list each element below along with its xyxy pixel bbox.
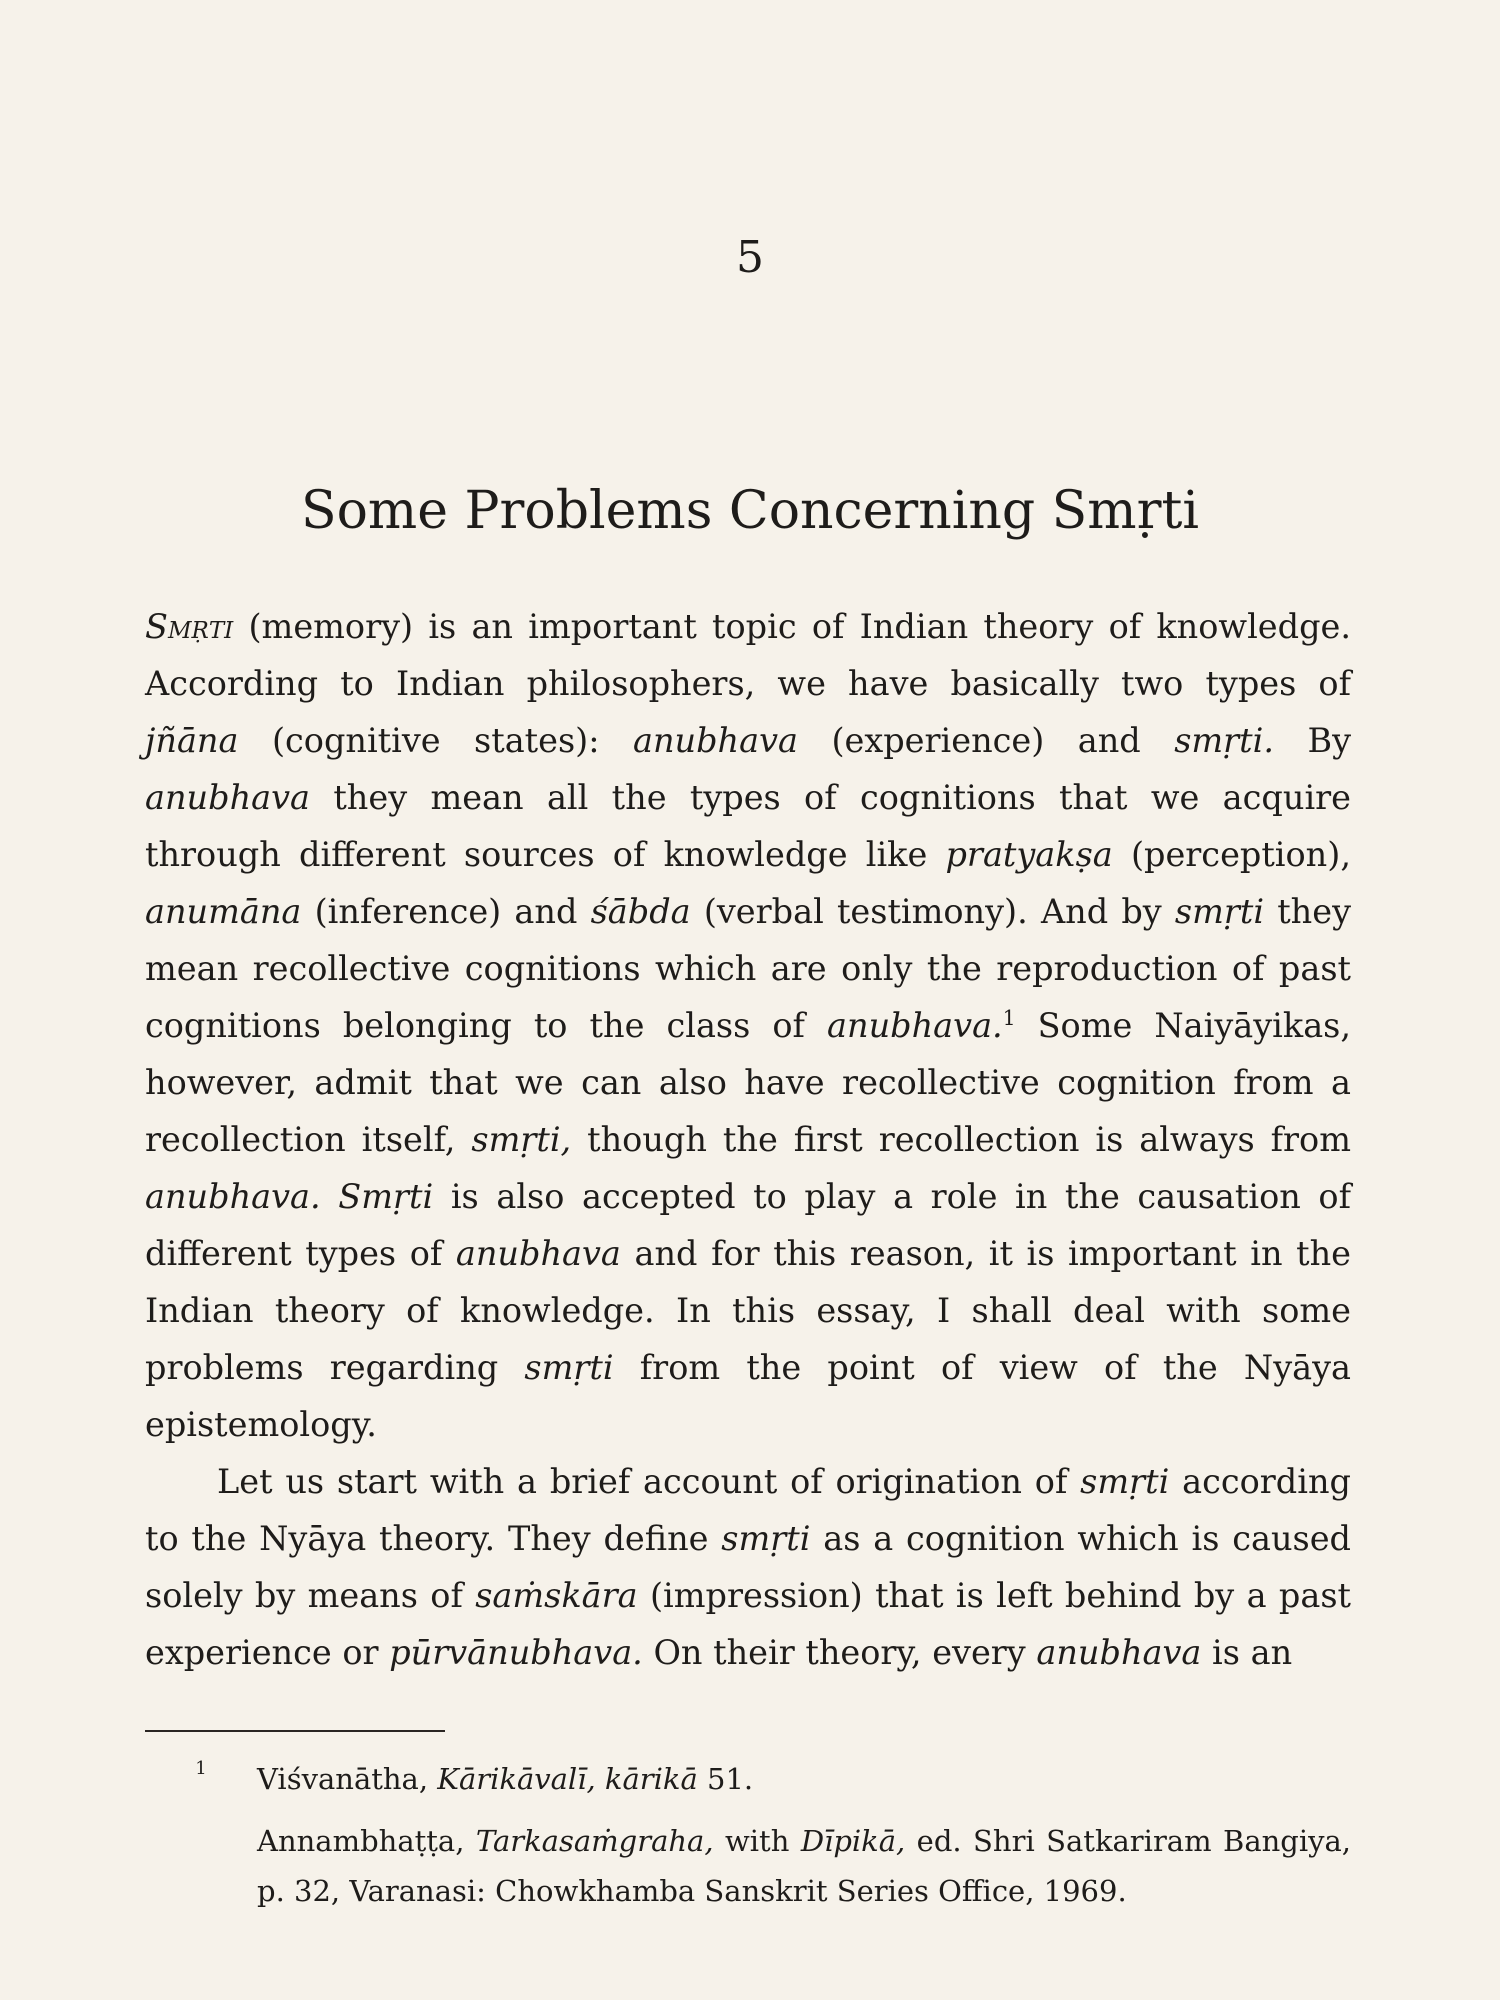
italic-term: smṛti, <box>471 1120 572 1159</box>
text-run: from the point of view of the Nyāya epistemology. <box>145 1348 1351 1444</box>
text-run: (verbal testimony). And by <box>690 892 1175 931</box>
chapter-title: Some Problems Concerning Smṛti <box>301 481 1199 541</box>
text-run: Some Naiyāyikas, however, admit that we can also have recollective cognition from a recollection itself, <box>145 1006 1352 1159</box>
text-run: ed. Shri Satkariram Bangiya, p. 32, Varanasi: Chowkhamba Sanskrit Series Office, 1969. <box>257 1824 1352 1908</box>
italic-term: anubhava <box>145 778 311 817</box>
text-run: is also accepted to play a role in the causation of different types of <box>145 1177 1351 1273</box>
text-run: they mean all the types of cognitions that we acquire through different sources of knowledge like <box>145 778 1351 874</box>
footnotes <box>145 1754 1351 1916</box>
text-run: (perception), <box>1112 835 1351 874</box>
footnote-1 <box>145 1754 1351 1804</box>
footnote-reference[interactable]: 1 <box>1002 1005 1016 1030</box>
italic-term: anubhava. <box>827 1006 1003 1045</box>
text-run: Viśvanātha, <box>257 1762 438 1796</box>
italic-term: anumāna <box>145 892 302 931</box>
footnote-divider <box>145 1730 445 1732</box>
italic-title: Dīpikā, <box>800 1824 906 1858</box>
italic-term: smṛti. <box>1174 721 1274 760</box>
italic-term: pratyakṣa <box>945 835 1113 874</box>
text-run: (experience) and <box>798 721 1175 760</box>
text-run: is an <box>1201 1633 1293 1672</box>
lead-word: Smṛti <box>145 607 234 646</box>
italic-term: smṛti <box>524 1348 614 1387</box>
text-run: By <box>1274 721 1351 760</box>
text-run: 51. <box>697 1762 754 1796</box>
italic-term: jñāna <box>145 721 239 760</box>
italic-term: anubhava <box>1036 1633 1202 1672</box>
text-run: (inference) and <box>301 892 591 931</box>
text-run: though the first recollection is always from <box>571 1120 1351 1159</box>
italic-term: śābda <box>590 892 691 931</box>
text-run: Annambhaṭṭa, <box>257 1824 476 1858</box>
italic-term: anubhava <box>632 721 798 760</box>
footnote-mark: 1 <box>195 1758 207 1779</box>
text-run: according to the Nyāya theory. They define <box>145 1462 1351 1558</box>
text-run: On their theory, every <box>642 1633 1037 1672</box>
italic-term: smṛti <box>1080 1462 1170 1501</box>
italic-term: anubhava. Smṛti <box>145 1177 434 1216</box>
italic-term: saṁskāra <box>475 1576 638 1615</box>
footnote-1-continuation <box>145 1816 1351 1916</box>
italic-term: smṛti <box>721 1519 811 1558</box>
text-run: (impression) that is left behind by a past experience or <box>145 1576 1351 1672</box>
italic-term: anubhava <box>455 1234 621 1273</box>
footnote-1-text <box>257 1754 1351 1804</box>
text-run: with <box>713 1824 801 1858</box>
text-run: and for this reason, it is important in the Indian theory of knowledge. In this essay, I shall deal with some problems regarding <box>145 1234 1351 1387</box>
chapter-number: 5 <box>736 232 764 283</box>
body-text <box>145 598 1351 1681</box>
text-run: they mean recollective cognitions which are only the reproduction of past cognitions belonging to the class of <box>145 892 1352 1045</box>
paragraph-2 <box>145 1453 1351 1681</box>
italic-title: Tarkasaṁgraha, <box>475 1824 714 1858</box>
text-run: Let us start with a brief account of origination of <box>217 1462 1081 1501</box>
italic-term: smṛti <box>1174 892 1265 931</box>
text-run: as a cognition which is caused solely by means of <box>145 1519 1351 1615</box>
text-run: (cognitive states): <box>238 721 633 760</box>
paragraph-1 <box>145 598 1351 1453</box>
italic-title: Kārikāvalī, kārikā <box>437 1762 698 1796</box>
text-run: (memory) is an important topic of Indian theory of knowledge. According to Indian philosophers, we have basically two types of <box>145 607 1351 703</box>
italic-term: pūrvānubhava. <box>389 1633 643 1672</box>
